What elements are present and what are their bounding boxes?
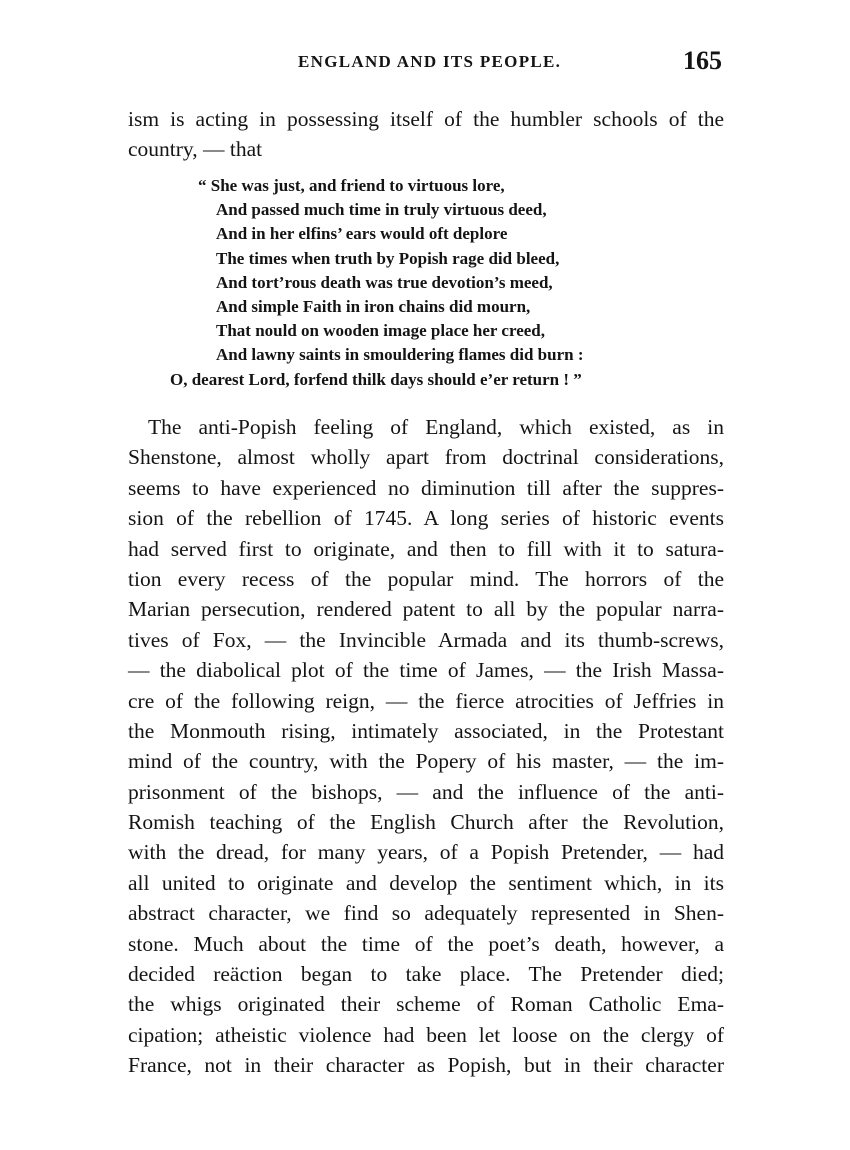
running-title: ENGLAND AND ITS PEOPLE. [298, 52, 562, 71]
verse-line: And lawny saints in smouldering flames did burn : [216, 345, 584, 365]
text-line: Romish teaching of the English Church after the Revolution, [128, 810, 724, 835]
verse-line: And simple Faith in iron chains did mourn, [216, 296, 531, 316]
text-line: all united to originate and develop the sentiment which, in its [128, 870, 724, 895]
text-line: prisonment of the bishops, — and the influence of the anti- [128, 779, 724, 804]
text-line: Marian persecution, rendered patent to all by the popular narra- [128, 597, 724, 622]
verse-line: “ She was just, and friend to virtuous lore, [198, 176, 505, 195]
page-number: 165 [683, 46, 722, 75]
verse-quotation [170, 174, 690, 392]
text-line: with the dread, for many years, of a Popish Pretender, — had [128, 840, 724, 865]
text-line: tives of Fox, — the Invincible Armada and its thumb-screws, [128, 627, 724, 652]
text-line: the Monmouth rising, intimately associated, in the Protestant [128, 718, 724, 743]
text-line: ism is acting in possessing itself of the humbler schools of the [128, 107, 724, 131]
verse-line: That nould on wooden image place her creed, [216, 321, 545, 341]
text-line: tion every recess of the popular mind. The horrors of the [128, 566, 724, 591]
verse-line: And in her elfins’ ears would oft deplore [216, 224, 508, 244]
text-line: sion of the rebellion of 1745. A long series of historic events [128, 506, 724, 531]
text-line: cipation; atheistic violence had been let loose on the clergy of [128, 1022, 724, 1047]
text-line: The anti-Popish feeling of England, which existed, as in [148, 415, 724, 439]
text-line: France, not in their character as Popish, but in their character [128, 1053, 724, 1078]
text-line: Shenstone, almost wholly apart from doctrinal considerations, [128, 445, 724, 470]
text-line: mind of the country, with the Popery of his master, — the im- [128, 749, 724, 774]
text-line: the whigs originated their scheme of Roman Catholic Ema- [128, 992, 724, 1017]
intro-text [128, 104, 724, 164]
verse-line: O, dearest Lord, forfend thilk days should e’er return ! ” [170, 369, 582, 389]
text-line: stone. Much about the time of the poet’s death, however, a [128, 931, 724, 956]
text-line: — the diabolical plot of the time of James, — the Irish Massa- [128, 658, 724, 683]
text-line: decided reäction began to take place. The Pretender died; [128, 962, 724, 987]
text-line: country, — that [128, 137, 263, 161]
verse-line: The times when truth by Popish rage did bleed, [216, 248, 560, 268]
verse-line: And tort’rous death was true devotion’s meed, [216, 272, 553, 292]
paragraph [128, 412, 724, 1081]
text-line: seems to have experienced no diminution till after the suppres- [128, 475, 724, 500]
text-line: cre of the following reign, — the fierce atrocities of Jeffries in [128, 688, 724, 713]
text-line: abstract character, we find so adequately represented in Shen- [128, 901, 724, 926]
running-head [128, 48, 724, 82]
verse-line: And passed much time in truly virtuous deed, [216, 200, 547, 220]
text-line: had served first to originate, and then to fill with it to satura- [128, 536, 724, 561]
